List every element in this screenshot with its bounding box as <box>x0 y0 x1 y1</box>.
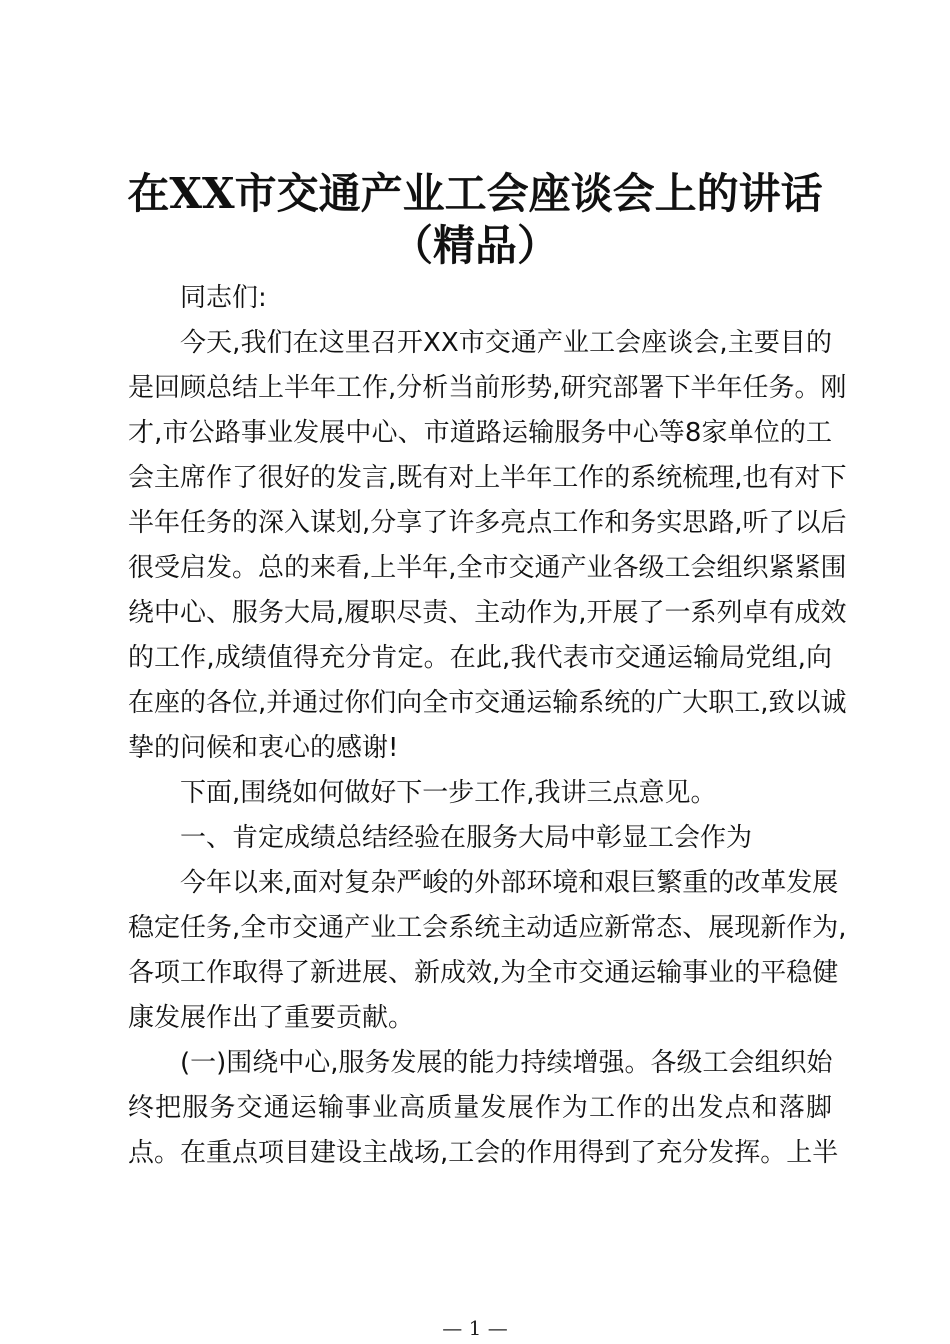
paragraph-line: 在座的各位,并通过你们向全市交通运输系统的广大职工,致以诚 <box>128 688 847 718</box>
paragraph-line: 很受启发。总的来看,上半年,全市交通产业各级工会组织紧紧围 <box>128 553 847 583</box>
document-title-line1: 在XX市交通产业工会座谈会上的讲话 <box>127 169 823 218</box>
document-title-line2: （精品） <box>390 221 559 270</box>
paragraph-line: 今天,我们在这里召开XX市交通产业工会座谈会,主要目的 <box>180 328 832 358</box>
paragraph-line: 点。在重点项目建设主战场,工会的作用得到了充分发挥。上半 <box>128 1138 839 1168</box>
paragraph-line: 绕中心、服务大局,履职尽责、主动作为,开展了一系列卓有成效 <box>128 598 847 628</box>
paragraph-line: 下面,围绕如何做好下一步工作,我讲三点意见。 <box>180 778 717 808</box>
paragraph-line: 才,市公路事业发展中心、市道路运输服务中心等8家单位的工 <box>128 418 832 448</box>
paragraph-line: 终把服务交通运输事业高质量发展作为工作的出发点和落脚 <box>128 1093 832 1123</box>
paragraph-line: (一)围绕中心,服务发展的能力持续增强。各级工会组织始 <box>180 1048 833 1078</box>
paragraph-line: 挚的问候和衷心的感谢! <box>128 733 399 763</box>
paragraph-line: 会主席作了很好的发言,既有对上半年工作的系统梳理,也有对下 <box>128 463 847 493</box>
paragraph-line: 半年任务的深入谋划,分享了许多亮点工作和务实思路,听了以后 <box>128 508 847 538</box>
paragraph-line: 是回顾总结上半年工作,分析当前形势,研究部署下半年任务。刚 <box>128 373 847 403</box>
page-number: — 1 — <box>442 1316 508 1340</box>
salutation: 同志们: <box>180 283 267 313</box>
paragraph-line: 各项工作取得了新进展、新成效,为全市交通运输事业的平稳健 <box>128 958 839 988</box>
paragraph-line: 康发展作出了重要贡献。 <box>128 1003 415 1033</box>
paragraph-line: 的工作,成绩值得充分肯定。在此,我代表市交通运输局党组,向 <box>128 643 832 673</box>
paragraph-line: 今年以来,面对复杂严峻的外部环境和艰巨繁重的改革发展 <box>180 868 839 898</box>
section-heading: 一、肯定成绩总结经验在服务大局中彰显工会作为 <box>180 823 753 853</box>
paragraph-line: 稳定任务,全市交通产业工会系统主动适应新常态、展现新作为, <box>128 913 847 943</box>
